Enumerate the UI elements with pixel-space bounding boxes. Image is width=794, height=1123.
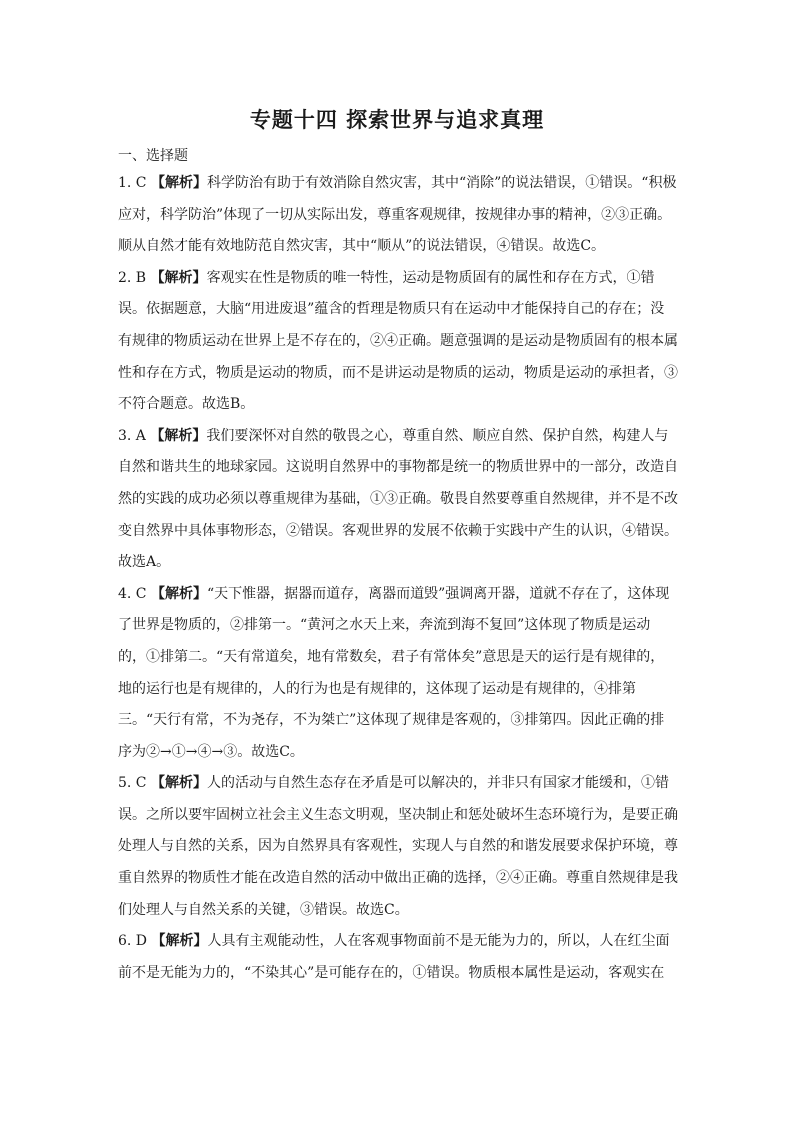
analysis-tag: 【解析】 <box>150 427 207 444</box>
analysis-text: 人的活动与自然生态存在矛盾是可以解决的，并非只有国家才能缓和，①错误。之所以要牢固树立社会主义生态文明观，坚决制止和惩处破坏生态环境行为，是要正确处理人与自然的关系，因为自然界具有客观性，实现人与自然的和谐发展要求保护环境，尊重自然界的物质性才能在改造自然的活动中做出正确的选择，②④正确。尊重自然规律是我们处理人与自然关系的关键，③错误。故选C。 <box>118 775 678 918</box>
question-number: 2. B <box>118 269 147 286</box>
question-item <box>118 926 678 989</box>
analysis-text: 我们要深怀对自然的敬畏之心，尊重自然、顺应自然、保护自然，构建人与自然和谐共生的地球家园。这说明自然界中的事物都是统一的物质世界中的一部分，改造自然的实践的成功必须以尊重规律为基础，①③正确。敬畏自然要尊重自然规律，并不是不改变自然界中具体事物形态，②错误。客观世界的发展不依赖于实践中产生的认识，④错误。故选A。 <box>118 427 678 571</box>
analysis-text: 科学防治有助于有效消除自然灾害，其中“消除”的说法错误，①错误。“积极应对，科学防治”体现了一切从实际出发，尊重客观规律，按规律办事的精神，②③正确。顺从自然才能有效地防范自然灾害，其中“顺从”的说法错误，④错误。故选C。 <box>118 175 677 255</box>
analysis-tag: 【解析】 <box>150 775 207 792</box>
analysis-text: “天下惟器，据器而道存，离器而道毁”强调离开器，道就不存在了，这体现了世界是物质的，②排第一。“黄河之水天上来，奔流到海不复回”这体现了物质是运动的，①排第二。“天有常道矣，地有常数矣，君子有常体矣”意思是天的运行是有规律的，地的运行也是有规律的，人的行为也是有规律的，这体现了运动是有规律的，④排第三。“天行有常，不为尧存，不为桀亡”这体现了规律是客观的，③排第四。因此正确的排序为②→①→④→③。故选C。 <box>118 585 670 760</box>
question-number: 5. C <box>118 775 147 792</box>
analysis-text: 客观实在性是物质的唯一特性，运动是物质固有的属性和存在方式，①错误。依据题意，大脑“用进废退”蕴含的哲理是物质只有在运动中才能保持自己的存在；没有规律的物质运动在世界上是不存在的，②④正确。题意强调的是运动是物质固有的根本属性和存在方式，物质是运动的物质，而不是讲运动是物质的运动，物质是运动的承担者，③不符合题意。故选B。 <box>118 269 678 413</box>
question-item <box>118 579 678 769</box>
question-number: 6. D <box>118 933 148 950</box>
analysis-tag: 【解析】 <box>150 269 207 286</box>
analysis-tag: 【解析】 <box>150 585 207 602</box>
question-item <box>118 768 678 926</box>
question-item <box>118 263 678 421</box>
answer-list <box>118 168 678 989</box>
analysis-tag: 【解析】 <box>151 933 208 950</box>
analysis-tag: 【解析】 <box>150 175 207 191</box>
question-item <box>118 168 678 263</box>
question-number: 3. A <box>118 427 146 444</box>
page-title: 专题十四 探索世界与追求真理 <box>249 107 545 132</box>
question-number: 4. C <box>118 585 147 602</box>
section-heading: 一、选择题 <box>118 148 188 164</box>
question-number: 1. C <box>118 175 147 191</box>
question-item <box>118 421 678 579</box>
analysis-text: 人具有主观能动性，人在客观事物面前不是无能为力的，所以，人在红尘面前不是无能为力的，“不染其心”是可能存在的，①错误。物质根本属性是运动，客观实在 <box>118 933 670 981</box>
